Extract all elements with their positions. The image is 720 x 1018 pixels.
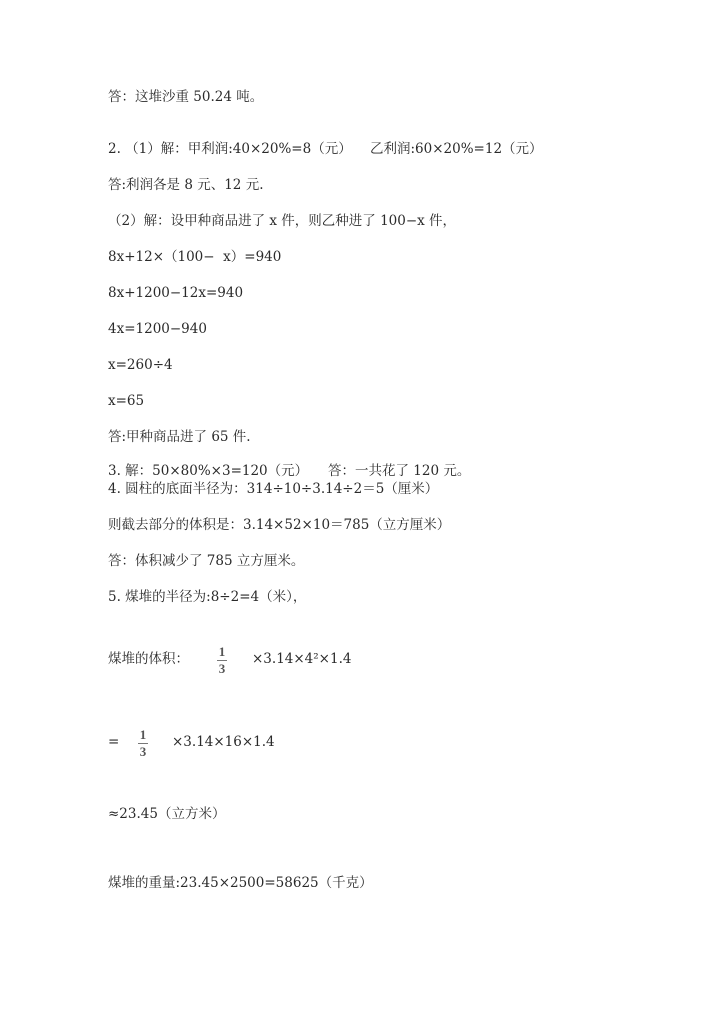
equation-step-1: 8x+12×（100− x）=940 xyxy=(108,249,282,265)
q4-volume: 则截去部分的体积是：3.14×52×10＝785（立方厘米） xyxy=(108,517,451,533)
answer-sand-weight: 答：这堆沙重 50.24 吨。 xyxy=(108,89,264,105)
q5-weight: 煤堆的重量:23.45×2500=58625（千克） xyxy=(108,875,373,891)
q2-part2-setup: （2）解：设甲种商品进了 x 件，则乙种进了 100−x 件， xyxy=(108,213,457,229)
q2-part1-answer: 答:利润各是 8 元、12 元. xyxy=(108,177,264,193)
q3-solution: 3. 解：50×80%×3=120（元） xyxy=(108,463,309,479)
q5-equals-sign: = xyxy=(108,734,120,750)
q5-volume-expression: ×3.14×4²×1.4 xyxy=(252,651,352,667)
fraction-numerator: 1 xyxy=(139,727,147,742)
q2-part2-answer: 答:甲种商品进了 65 件. xyxy=(108,429,251,445)
q5-volume-label: 煤堆的体积： xyxy=(108,651,189,667)
q5-volume-result: ≈23.45（立方米） xyxy=(108,806,226,822)
equation-step-4: x=260÷4 xyxy=(108,357,173,373)
fraction-numerator: 1 xyxy=(218,644,226,659)
q2-part1-profit-b: 乙利润:60×20%=12（元） xyxy=(370,141,543,157)
q4-answer: 答：体积减少了 785 立方厘米。 xyxy=(108,553,305,569)
fraction-one-third xyxy=(217,645,227,676)
q4-radius: 4. 圆柱的底面半径为：314÷10÷3.14÷2＝5（厘米） xyxy=(108,481,439,497)
fraction-denominator: 3 xyxy=(218,661,226,676)
fraction-denominator: 3 xyxy=(139,744,147,759)
equation-step-3: 4x=1200−940 xyxy=(108,321,207,337)
q5-volume-expression-2: ×3.14×16×1.4 xyxy=(172,734,275,750)
q5-radius: 5. 煤堆的半径为:8÷2=4（米）， xyxy=(108,589,307,605)
equation-step-2: 8x+1200−12x=940 xyxy=(108,285,244,301)
q2-part1-profit-a: 2. （1）解：甲利润:40×20%=8（元） xyxy=(108,141,352,157)
q3-answer: 答：一共花了 120 元。 xyxy=(328,463,471,479)
equation-step-5: x=65 xyxy=(108,393,145,409)
fraction-one-third-2 xyxy=(138,728,148,759)
